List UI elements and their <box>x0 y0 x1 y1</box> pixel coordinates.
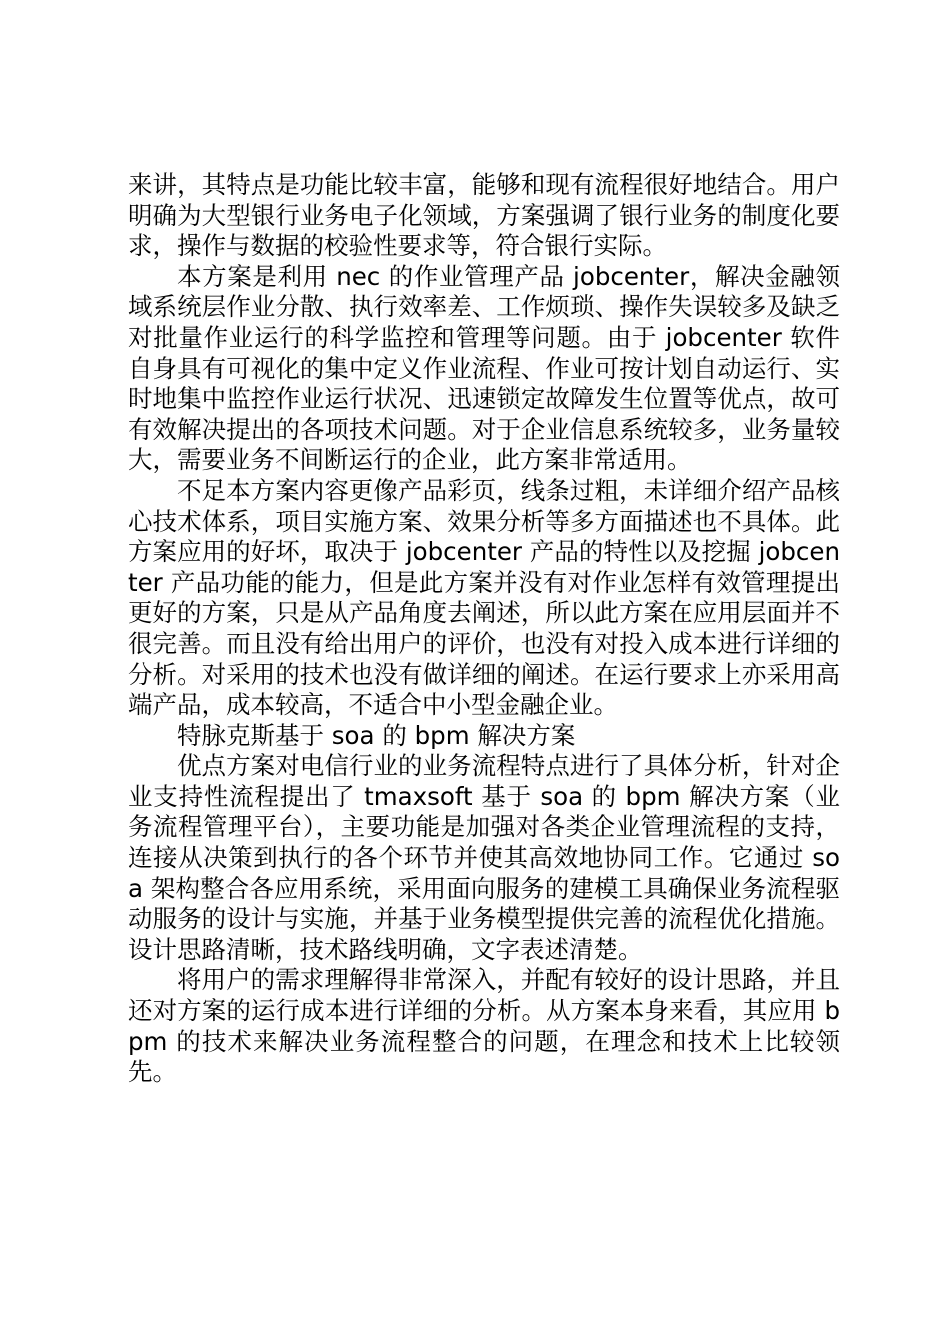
paragraph-continuation: 来讲，其特点是功能比较丰富，能够和现有流程很好地结合。用户明确为大型银行业务电子化领域，方案强调了银行业务的制度化要求，操作与数据的校验性要求等，符合银行实际。 <box>128 170 840 261</box>
section-heading-soa-bpm: 特脉克斯基于 soa 的 bpm 解决方案 <box>177 720 576 750</box>
paragraph-jobcenter-solution: 本方案是利用 nec 的作业管理产品 jobcenter，解决金融领域系统层作业分散、执行效率差、工作烦琐、操作失误较多及缺乏对批量作业运行的科学监控和管理等问题。由于 jobcenter 软件自身具有可视化的集中定义作业流程、作业可按计划自动运行、实时地集中监控作业运行状况、迅速锁定故障发生位置等优点，故可有效解决提出的各项技术问题。对于企业信息系统较多，业务量较大，需要业务不间断运行的企业，此方案非常适用。 <box>128 261 840 475</box>
paragraph-shortcomings: 不足本方案内容更像产品彩页，线条过粗，未详细介绍产品核心技术体系，项目实施方案、效果分析等多方面描述也不具体。此方案应用的好坏，取决于 jobcenter 产品的特性以及挖掘 jobcenter 产品功能的能力，但是此方案并没有对作业怎样有效管理提出更好的方案，只是从产品角度去阐述，所以此方案在应用层面并不很完善。而且没有给出用户的评价，也没有对投入成本进行详细的分析。对采用的技术也没有做详细的阐述。在运行要求上亦采用高端产品，成本较高，不适合中小型金融企业。 <box>128 475 840 720</box>
paragraph-user-requirements: 将用户的需求理解得非常深入，并配有较好的设计思路，并且还对方案的运行成本进行详细的分析。从方案本身来看，其应用 bpm 的技术来解决业务流程整合的问题，在理念和技术上比较领先。 <box>128 965 840 1087</box>
paragraph-advantages: 优点方案对电信行业的业务流程特点进行了具体分析，针对企业支持性流程提出了 tmaxsoft 基于 soa 的 bpm 解决方案（业务流程管理平台），主要功能是加强对各类企业管理流程的支持，连接从决策到执行的各个环节并使其高效地协同工作。它通过 soa 架构整合各应用系统，采用面向服务的建模工具确保业务流程驱动服务的设计与实施，并基于业务模型提供完善的流程优化措施。设计思路清晰，技术路线明确，文字表述清楚。 <box>128 751 840 964</box>
document-body <box>128 170 840 1088</box>
